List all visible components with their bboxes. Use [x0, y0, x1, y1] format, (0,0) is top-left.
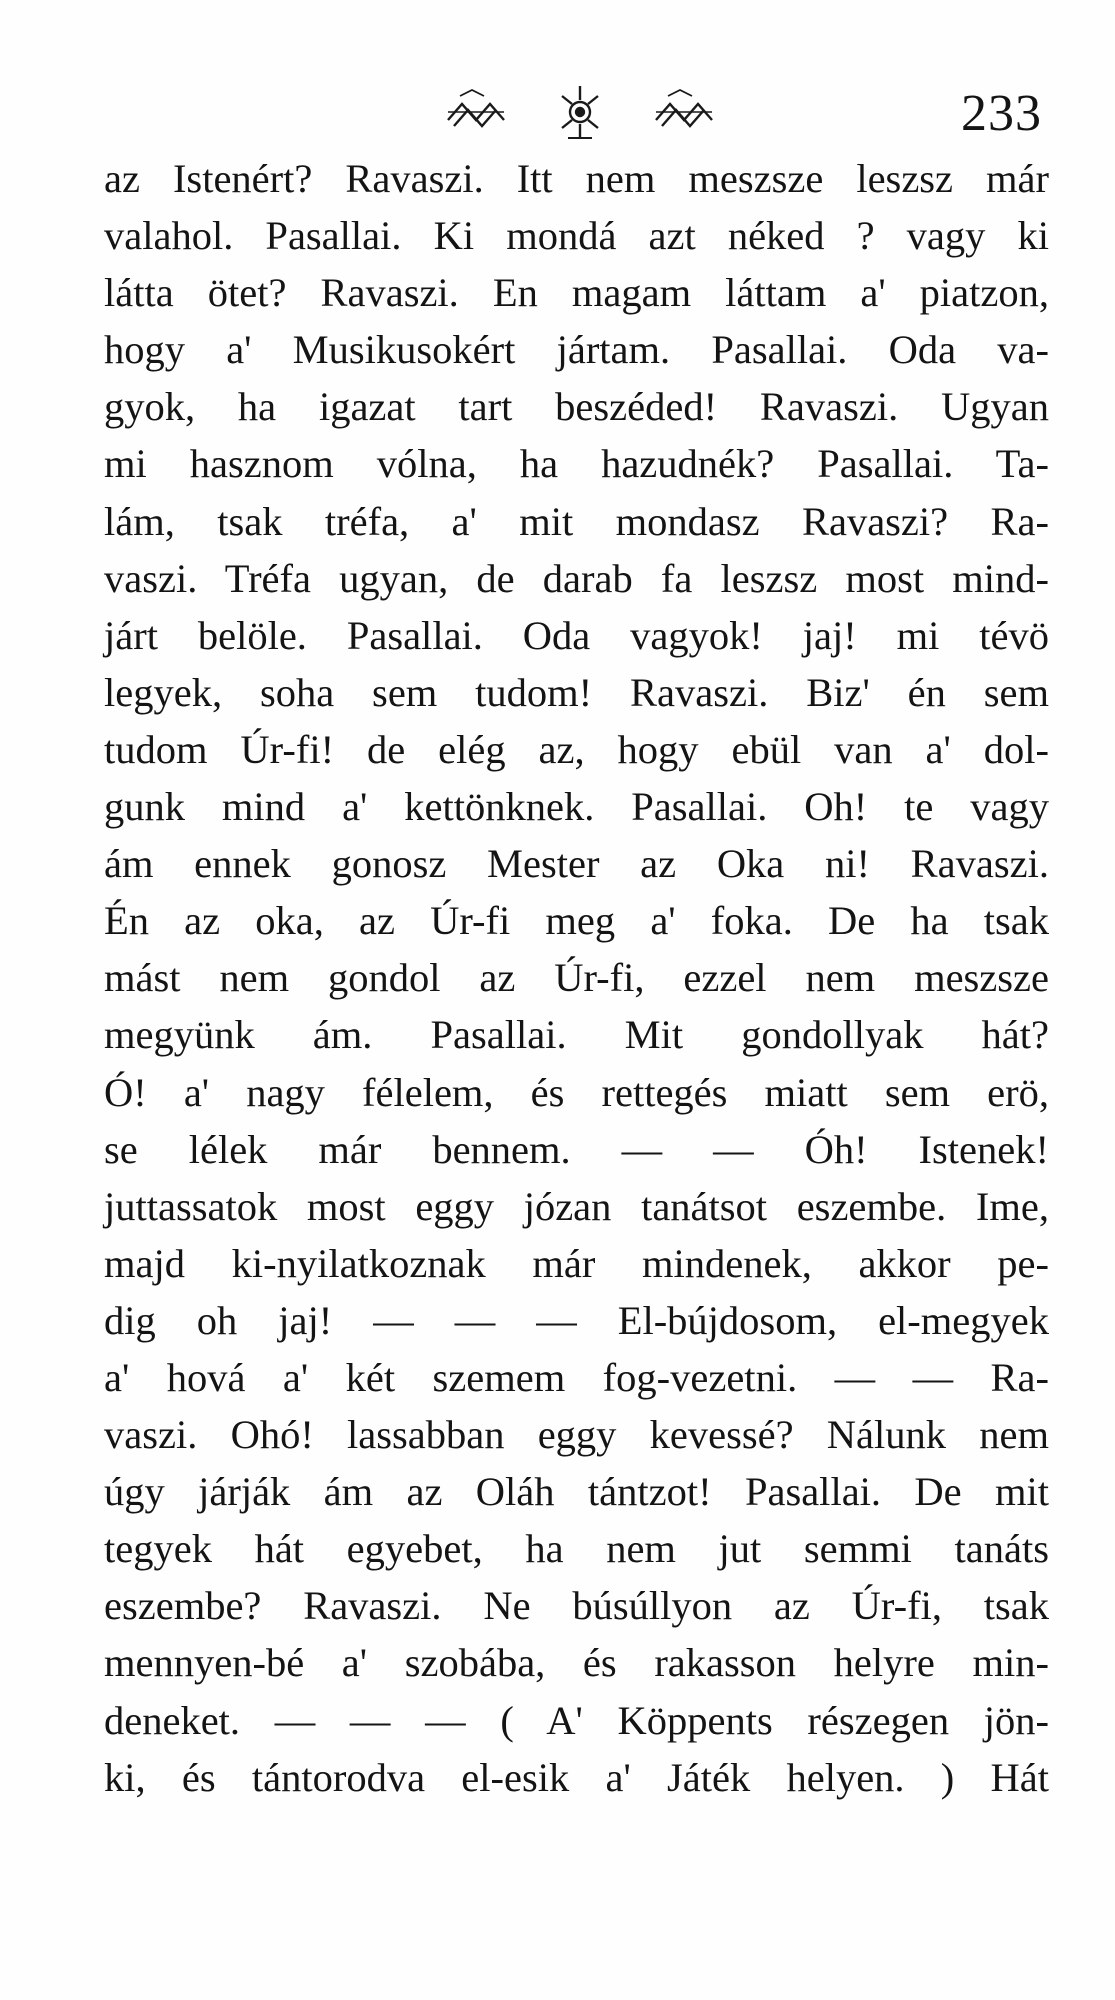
text-line: tudom Úr-fi! de elég az, hogy ebül van a' dol- — [104, 726, 1049, 772]
text-line: úgy járják ám az Oláh tántzot! Pasallai. De mit — [104, 1469, 1049, 1515]
text-line: ám ennek gonosz Mester az Oka ni! Ravaszi. — [104, 841, 1049, 887]
text-line: vaszi. Ohó! lassabban eggy kevessé? Nálunk nem — [104, 1412, 1049, 1458]
text-line: látta ötet? Ravaszi. En magam láttam a' piatzon, — [104, 270, 1049, 316]
text-line: dig oh jaj! — — — El-bújdosom, el-megyek — [104, 1297, 1049, 1343]
text-line: ki, és tántorodva el-esik a' Játék helyen. ) Hát — [104, 1754, 1049, 1800]
page-number: 233 — [961, 85, 1042, 142]
text-line: gunk mind a' kettönknek. Pasallai. Oh! te vagy — [104, 784, 1049, 830]
text-line: juttassatok most eggy józan tanátsot eszembe. Ime, — [104, 1183, 1049, 1229]
text-line: mennyen-bé a' szobába, és rakasson helyre min- — [104, 1640, 1049, 1686]
text-line: lám, tsak tréfa, a' mit mondasz Ravaszi? Ra- — [104, 498, 1049, 544]
text-line: majd ki-nyilatkoznak már mindenek, akkor pe- — [104, 1240, 1049, 1286]
text-line: tegyek hát egyebet, ha nem jut semmi tanáts — [104, 1526, 1049, 1572]
page-header — [0, 82, 1115, 152]
body-text — [104, 150, 1049, 1806]
text-line: Ó! a' nagy félelem, és rettegés miatt sem erö, — [104, 1069, 1049, 1115]
text-line: az Istenért? Ravaszi. Itt nem meszsze leszsz már — [104, 156, 1049, 201]
text-line: a' hová a' két szemem fog-vezetni. — — Ra- — [104, 1354, 1049, 1400]
text-line: legyek, soha sem tudom! Ravaszi. Biz' én sem — [104, 669, 1049, 715]
text-line: deneket. — — — ( A' Köppents részegen jön- — [104, 1697, 1049, 1743]
text-line: valahol. Pasallai. Ki mondá azt néked ? vagy ki — [104, 213, 1049, 259]
text-line: eszembe? Ravaszi. Ne búsúllyon az Úr-fi, tsak — [104, 1583, 1049, 1629]
text-line: Én az oka, az Úr-fi meg a' foka. De ha tsak — [104, 898, 1049, 944]
text-line: mást nem gondol az Úr-fi, ezzel nem meszsze — [104, 955, 1049, 1001]
text-line: vaszi. Tréfa ugyan, de darab fa leszsz most mind- — [104, 555, 1049, 601]
text-line: mi hasznom vólna, ha hazudnék? Pasallai. Ta- — [104, 441, 1049, 487]
text-line: megyünk ám. Pasallai. Mit gondollyak hát? — [104, 1012, 1049, 1058]
text-line: gyok, ha igazat tart beszéded! Ravaszi. Ugyan — [104, 384, 1049, 430]
printer-fleuron-ornament-icon — [440, 82, 720, 142]
text-line: járt belöle. Pasallai. Oda vagyok! jaj! mi tévö — [104, 612, 1049, 658]
text-line: hogy a' Musikusokért jártam. Pasallai. Oda va- — [104, 327, 1049, 373]
text-line: se lélek már bennem. — — Óh! Istenek! — [104, 1126, 1049, 1172]
